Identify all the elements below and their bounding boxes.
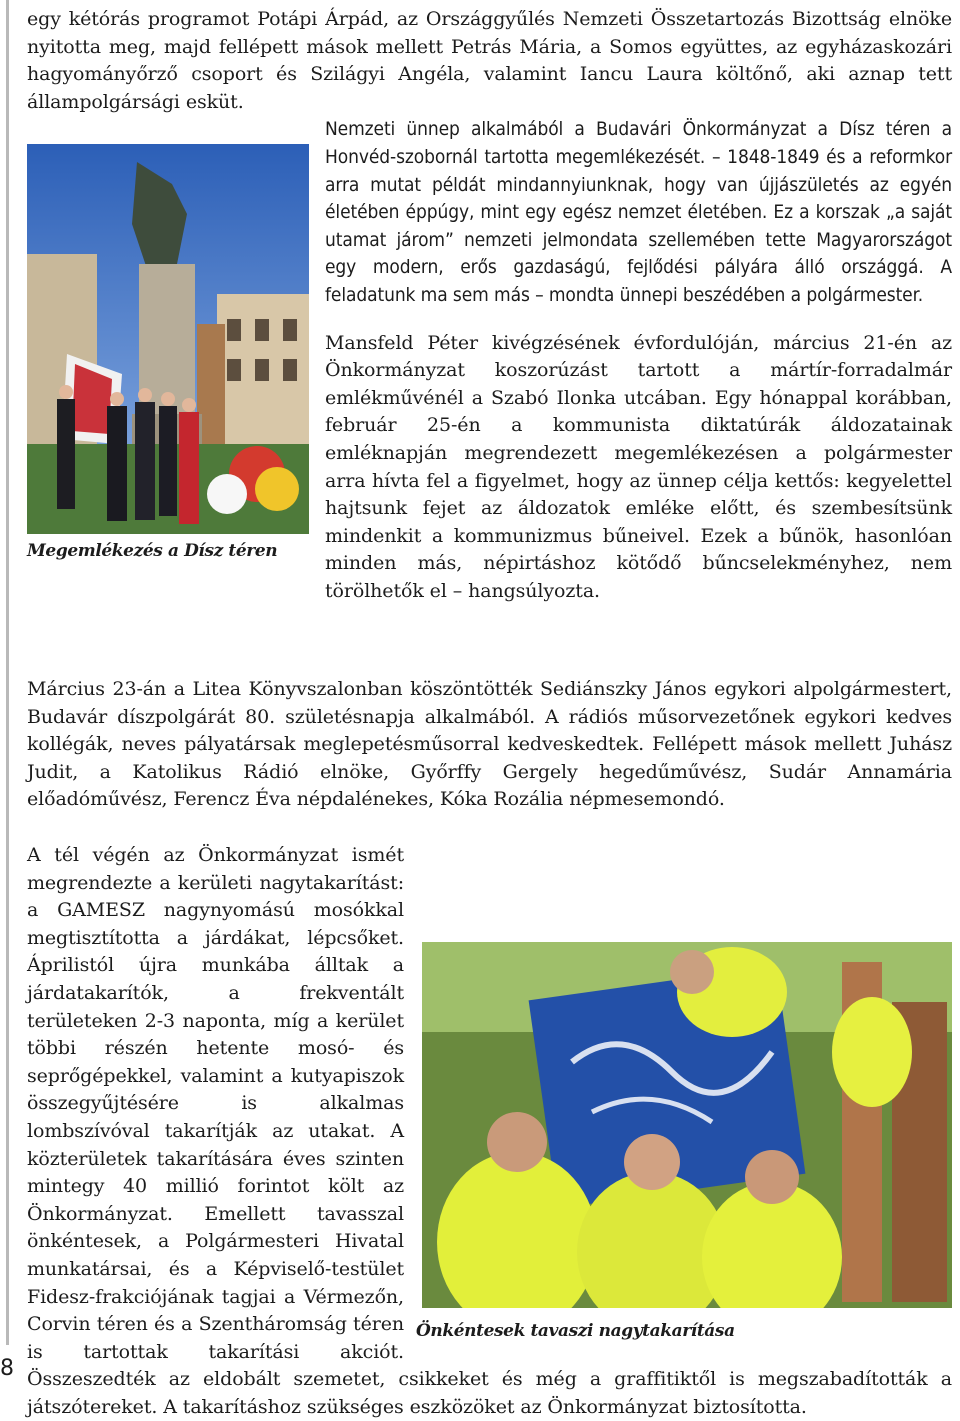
monument-photo-figure: [27, 144, 309, 592]
volunteers-photo: [422, 942, 952, 1308]
paragraph-intro: egy kétórás programot Potápi Árpád, az Országgyűlés Nemzeti Összetartozás Bizottság elnöke nyitotta meg, majd fellépett mások mellett Petrás Mária, a Somos együttes, az egyházaskozári hagyományőrző csoport és Szilágyi Angéla, valamint Iancu Laura költőnő, aki aznap tett állampolgársági esküt.: [27, 8, 952, 113]
margin-rule: [6, 0, 9, 1345]
monument-photo-caption: Megemlékezés a Dísz téren: [27, 541, 278, 562]
monument-photo: [27, 144, 309, 534]
volunteers-photo-caption: Önkéntesek tavaszi nagytakarítása: [416, 1321, 735, 1341]
paragraph-cleaning: A tél végén az Önkormányzat ismét megrendezte a kerületi nagytakarítást: a GAMESZ nagynyomású mosókkal megtisztította a járdákat, lépcsőket. Áprilistól újra munkába álltak a járdatakarítók, a frekventált területeken 2-3 naponta, míg a kerület többi részén hetente mosó- és seprőgépekkel, valamint a kutyapiszok összegyűjtésére is alkalmas lombszívóval takarítják az utakat. A közterületek takarítására éves szinten mintegy 40 millió forintot költ az Önkormányzat. Emellett tavasszal önkéntesek, a Polgármesteri Hivatal munkatársai, és a Képviselő-testület Fidesz-frakciójának tagjai a Vérmezőn, Corvin téren és a Szentháromság téren is tartottak takarítási akciót. Összeszedték az eldobált szemetet, csikkeket és még a graffitiktől is megszabadították a játszótereket. A takarításhoz szükséges eszközöket az Önkormányzat biztosította.: [27, 844, 952, 1418]
paragraph-mansfeld: Mansfeld Péter kivégzésének évfordulóján, március 21-én az Önkormányzat koszorúzást tartott a mártír-forradalmár emlékművénél a Szabó Ilonka utcában. Egy hónappal korábban, február 25-én a kommunista diktatúrák áldozatainak emléknapján megrendezett megemlékezésen a polgármester arra hívta fel a figyelmet, hogy az ünnep célja kettős: kegyelettel hajtsunk fejet az áldozatok emléke előtt, és szembesítsünk mindenkit a kommunizmus bűneivel. Ezek a bűnök, hasonlóan minden más, népirtáshoz kötődő bűncselekményhez, nem törölhetők el – hangsúlyozta.: [325, 331, 952, 602]
page-number: 8: [0, 1356, 14, 1381]
cleaning-section: [27, 842, 952, 1421]
article-column: [27, 6, 952, 605]
volunteers-photo-figure: [416, 942, 952, 1362]
paragraph-sedianszky: Március 23-án a Litea Könyvszalonban köszöntötték Sediánszky János egykori alpolgármestert, Budavár díszpolgárát 80. születésnapja alkalmából. A rádiós műsorvezetőnek egykori kedves kollégák, neves pályatársak meglepetésműsorral kedveskedtek. Fellépett mások mellett Juhász Judit, a Katolikus Rádió elnöke, Győrffy Gergely hegedűművész, Sudár Annamária előadóművész, Ferencz Éva népdalénekes, Kóka Rozália népmesemondó.: [27, 678, 952, 811]
paragraph-national-holiday: Nemzeti ünnep alkalmából a Budavári Önkormányzat a Dísz téren a Honvéd-szobornál tartotta megemlékezését. – 1848-1849 és a reformkor arra mutat példát mindannyiunknak, hogy van újjászületés az egyén életében éppúgy, mint egy egész nemzet életében. Ez a korszak „a saját utamat járom” nemzeti jelmondata szellemében tette Magyarországot egy modern, erős gazdaságú, fejlődési pályára álló országgá. A feladatunk ma sem más – mondta ünnepi beszédében a polgármester.: [325, 118, 952, 306]
